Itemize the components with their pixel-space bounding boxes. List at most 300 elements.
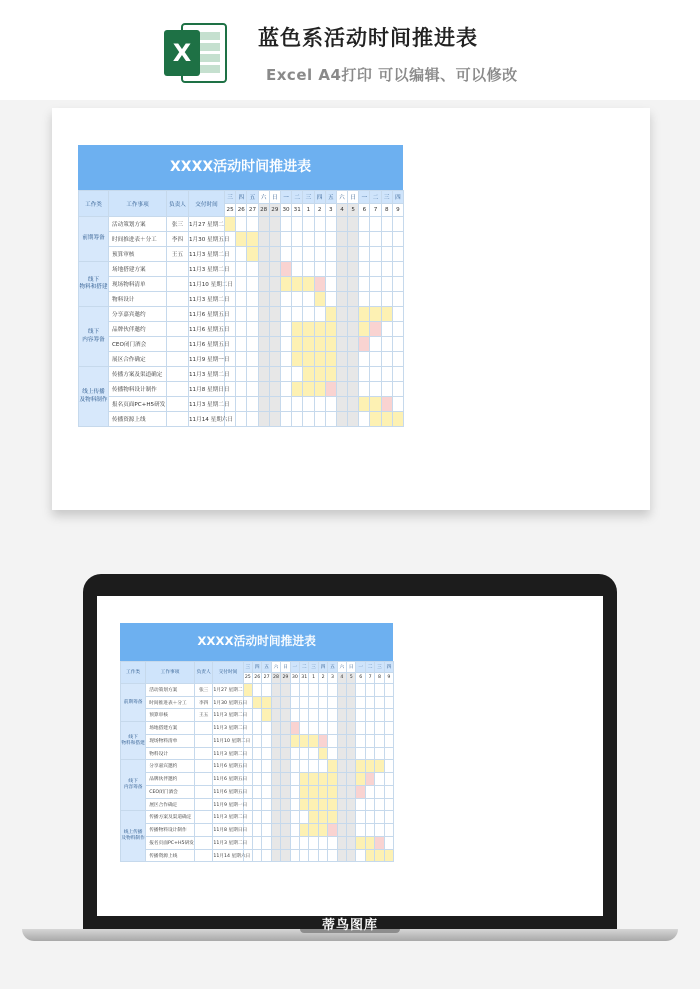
timeline-cell <box>247 262 258 277</box>
timeline-bar-cell <box>309 811 318 824</box>
timeline-cell <box>236 382 247 397</box>
task-name: CEO闭门酒会 <box>146 785 195 798</box>
task-name: 分享嘉宾邀约 <box>146 760 195 773</box>
schedule-table <box>120 661 394 863</box>
task-due-date: 1月27 星期二 <box>213 683 243 696</box>
table-row <box>79 307 404 322</box>
timeline-cell <box>381 247 392 262</box>
timeline-cell <box>336 382 347 397</box>
timeline-cell <box>370 337 381 352</box>
timeline-bar-cell <box>328 773 337 786</box>
timeline-cell <box>381 367 392 382</box>
task-due-date: 11月10 星期二日 <box>189 277 225 292</box>
timeline-cell <box>247 217 258 232</box>
timeline-cell <box>381 352 392 367</box>
timeline-cell <box>347 734 356 747</box>
task-owner <box>194 785 212 798</box>
date-header: 9 <box>392 204 403 217</box>
column-header: 工作事项 <box>109 191 167 217</box>
timeline-cell <box>348 262 359 277</box>
timeline-cell <box>281 849 290 862</box>
date-header: 1 <box>309 672 318 683</box>
timeline-cell <box>280 307 291 322</box>
task-name: 预算审核 <box>109 247 167 262</box>
task-owner <box>167 367 189 382</box>
timeline-cell <box>236 367 247 382</box>
timeline-cell <box>384 722 393 735</box>
timeline-cell <box>336 262 347 277</box>
task-owner <box>167 397 189 412</box>
timeline-cell <box>314 412 325 427</box>
schedule-table <box>78 190 404 427</box>
timeline-bar-cell <box>356 785 365 798</box>
timeline-cell <box>384 734 393 747</box>
task-due-date: 11月8 星期日日 <box>189 382 225 397</box>
timeline-bar-cell <box>314 292 325 307</box>
timeline-bar-cell <box>292 337 303 352</box>
date-header: 8 <box>381 204 392 217</box>
timeline-cell <box>262 849 271 862</box>
timeline-bar-cell <box>236 232 247 247</box>
weekday-header: 六 <box>337 661 346 672</box>
date-header: 26 <box>253 672 262 683</box>
timeline-bar-cell <box>365 836 374 849</box>
timeline-cell <box>262 683 271 696</box>
timeline-bar-cell <box>359 397 370 412</box>
timeline-bar-cell <box>225 217 236 232</box>
task-name: 活动策划方案 <box>109 217 167 232</box>
watermark-brand: 蒂鸟图库 <box>321 918 378 933</box>
timeline-bar-cell <box>309 734 318 747</box>
weekday-header: 一 <box>356 661 365 672</box>
task-owner <box>194 849 212 862</box>
task-name: 预算审核 <box>146 709 195 722</box>
table-row <box>79 277 404 292</box>
timeline-cell <box>337 696 346 709</box>
task-due-date: 11月6 星期五日 <box>189 322 225 337</box>
weekday-header: 四 <box>392 191 403 204</box>
timeline-cell <box>328 722 337 735</box>
timeline-cell <box>303 292 314 307</box>
task-name: 传播物料设计制作 <box>146 824 195 837</box>
timeline-bar-cell <box>243 683 252 696</box>
timeline-cell <box>236 307 247 322</box>
weekday-header: 三 <box>309 661 318 672</box>
timeline-cell <box>303 307 314 322</box>
date-header: 4 <box>337 672 346 683</box>
timeline-cell <box>281 747 290 760</box>
timeline-bar-cell <box>318 734 327 747</box>
timeline-cell <box>271 773 280 786</box>
timeline-cell <box>337 798 346 811</box>
timeline-cell <box>300 760 309 773</box>
timeline-cell <box>290 760 299 773</box>
timeline-cell <box>271 811 280 824</box>
timeline-bar-cell <box>247 232 258 247</box>
timeline-cell <box>281 836 290 849</box>
timeline-cell <box>375 785 384 798</box>
date-header: 28 <box>271 672 280 683</box>
timeline-bar-cell <box>303 382 314 397</box>
date-header: 8 <box>375 672 384 683</box>
timeline-cell <box>269 262 280 277</box>
timeline-cell <box>356 683 365 696</box>
timeline-cell <box>384 824 393 837</box>
timeline-cell <box>253 798 262 811</box>
timeline-cell <box>381 217 392 232</box>
table-row <box>79 412 404 427</box>
timeline-cell <box>253 785 262 798</box>
timeline-bar-cell <box>381 397 392 412</box>
timeline-cell <box>318 683 327 696</box>
timeline-cell <box>236 397 247 412</box>
timeline-cell <box>359 247 370 262</box>
timeline-cell <box>348 322 359 337</box>
timeline-cell <box>262 747 271 760</box>
timeline-cell <box>384 811 393 824</box>
timeline-cell <box>381 322 392 337</box>
svg-text:X: X <box>172 39 192 67</box>
timeline-cell <box>309 760 318 773</box>
timeline-cell <box>381 277 392 292</box>
table-row <box>121 798 394 811</box>
timeline-cell <box>292 262 303 277</box>
timeline-cell <box>280 247 291 262</box>
timeline-cell <box>392 352 403 367</box>
timeline-cell <box>370 367 381 382</box>
task-due-date: 11月3 星期二日 <box>189 292 225 307</box>
timeline-bar-cell <box>309 798 318 811</box>
timeline-cell <box>347 696 356 709</box>
timeline-bar-cell <box>303 367 314 382</box>
timeline-cell <box>337 683 346 696</box>
timeline-cell <box>314 232 325 247</box>
timeline-cell <box>392 247 403 262</box>
timeline-cell <box>375 709 384 722</box>
task-owner <box>167 277 189 292</box>
date-header: 25 <box>225 204 236 217</box>
timeline-cell <box>325 277 336 292</box>
timeline-cell <box>253 683 262 696</box>
timeline-cell <box>247 367 258 382</box>
task-owner <box>167 382 189 397</box>
date-header: 27 <box>262 672 271 683</box>
table-row <box>79 397 404 412</box>
timeline-bar-cell <box>325 382 336 397</box>
timeline-cell <box>384 709 393 722</box>
weekday-header: 五 <box>325 191 336 204</box>
table-row <box>121 709 394 722</box>
timeline-cell <box>348 412 359 427</box>
table-row <box>121 773 394 786</box>
timeline-cell <box>359 217 370 232</box>
timeline-cell <box>375 773 384 786</box>
timeline-cell <box>381 382 392 397</box>
timeline-bar-cell <box>262 709 271 722</box>
timeline-cell <box>309 696 318 709</box>
weekday-header: 五 <box>247 191 258 204</box>
task-due-date: 11月3 星期二日 <box>213 747 243 760</box>
task-due-date: 11月14 星期六日 <box>189 412 225 427</box>
task-name: 时间推进表＋分工 <box>146 696 195 709</box>
date-header: 29 <box>269 204 280 217</box>
weekday-header: 二 <box>300 661 309 672</box>
weekday-header: 五 <box>262 661 271 672</box>
timeline-cell <box>258 352 269 367</box>
table-row <box>121 696 394 709</box>
timeline-cell <box>348 367 359 382</box>
table-row <box>79 217 404 232</box>
timeline-cell <box>336 232 347 247</box>
timeline-cell <box>347 836 356 849</box>
timeline-cell <box>253 734 262 747</box>
timeline-cell <box>262 824 271 837</box>
date-header: 30 <box>280 204 291 217</box>
timeline-cell <box>359 382 370 397</box>
timeline-cell <box>325 262 336 277</box>
timeline-cell <box>318 709 327 722</box>
weekday-header: 六 <box>258 191 269 204</box>
timeline-bar-cell <box>303 277 314 292</box>
task-name: 报名页面PC+H5研发 <box>109 397 167 412</box>
timeline-cell <box>236 322 247 337</box>
timeline-bar-cell <box>325 322 336 337</box>
timeline-cell <box>314 397 325 412</box>
timeline-cell <box>271 747 280 760</box>
timeline-cell <box>281 785 290 798</box>
date-header: 3 <box>325 204 336 217</box>
work-category: 线下 内容筹备 <box>79 307 109 367</box>
timeline-cell <box>281 696 290 709</box>
timeline-cell <box>281 798 290 811</box>
task-due-date: 11月6 星期五日 <box>213 773 243 786</box>
timeline-bar-cell <box>314 352 325 367</box>
weekday-header: 三 <box>375 661 384 672</box>
header-row <box>121 661 394 672</box>
timeline-cell <box>258 337 269 352</box>
timeline-bar-cell <box>375 836 384 849</box>
task-due-date: 1月30 星期五日 <box>189 232 225 247</box>
task-owner <box>167 412 189 427</box>
task-due-date: 11月14 星期六日 <box>213 849 243 862</box>
weekday-header: 四 <box>236 191 247 204</box>
timeline-bar-cell <box>318 747 327 760</box>
timeline-cell <box>253 811 262 824</box>
timeline-cell <box>292 397 303 412</box>
task-owner: 王五 <box>167 247 189 262</box>
column-header: 交付时间 <box>189 191 225 217</box>
timeline-cell <box>375 747 384 760</box>
timeline-bar-cell <box>309 773 318 786</box>
timeline-cell <box>348 352 359 367</box>
weekday-header: 一 <box>280 191 291 204</box>
table-row <box>79 322 404 337</box>
date-header: 27 <box>247 204 258 217</box>
timeline-cell <box>328 709 337 722</box>
timeline-cell <box>336 352 347 367</box>
timeline-bar-cell <box>370 412 381 427</box>
timeline-cell <box>309 709 318 722</box>
timeline-cell <box>271 709 280 722</box>
timeline-cell <box>269 367 280 382</box>
task-owner <box>194 811 212 824</box>
timeline-cell <box>356 709 365 722</box>
timeline-cell <box>318 696 327 709</box>
task-due-date: 11月8 星期日日 <box>213 824 243 837</box>
timeline-cell <box>253 747 262 760</box>
task-owner: 王五 <box>194 709 212 722</box>
timeline-cell <box>247 382 258 397</box>
timeline-cell <box>384 836 393 849</box>
task-due-date: 11月10 星期二日 <box>213 734 243 747</box>
timeline-cell <box>269 232 280 247</box>
task-due-date: 11月3 星期二日 <box>189 247 225 262</box>
task-name: 品牌伙伴邀约 <box>109 322 167 337</box>
timeline-cell <box>253 836 262 849</box>
timeline-cell <box>365 709 374 722</box>
timeline-cell <box>365 785 374 798</box>
timeline-bar-cell <box>328 785 337 798</box>
timeline-cell <box>253 773 262 786</box>
timeline-cell <box>292 292 303 307</box>
timeline-cell <box>309 722 318 735</box>
date-header: 25 <box>243 672 252 683</box>
timeline-cell <box>347 760 356 773</box>
table-row <box>121 811 394 824</box>
timeline-cell <box>370 262 381 277</box>
timeline-cell <box>271 722 280 735</box>
timeline-cell <box>280 412 291 427</box>
timeline-bar-cell <box>303 352 314 367</box>
timeline-cell <box>356 734 365 747</box>
timeline-cell <box>309 747 318 760</box>
timeline-cell <box>269 382 280 397</box>
timeline-bar-cell <box>314 337 325 352</box>
timeline-cell <box>280 397 291 412</box>
task-owner: 张三 <box>167 217 189 232</box>
timeline-cell <box>392 397 403 412</box>
timeline-cell <box>356 849 365 862</box>
timeline-bar-cell <box>318 798 327 811</box>
timeline-cell <box>247 352 258 367</box>
timeline-cell <box>300 722 309 735</box>
date-header: 5 <box>347 672 356 683</box>
timeline-cell <box>262 798 271 811</box>
timeline-cell <box>370 247 381 262</box>
timeline-bar-cell <box>356 836 365 849</box>
timeline-bar-cell <box>314 277 325 292</box>
table-row <box>79 232 404 247</box>
task-name: 现场物料清单 <box>109 277 167 292</box>
timeline-cell <box>303 247 314 262</box>
table-row <box>121 836 394 849</box>
timeline-cell <box>271 798 280 811</box>
timeline-cell <box>384 798 393 811</box>
timeline-cell <box>384 747 393 760</box>
timeline-cell <box>253 824 262 837</box>
timeline-cell <box>318 836 327 849</box>
table-row <box>79 367 404 382</box>
header-row <box>79 191 404 204</box>
timeline-cell <box>392 232 403 247</box>
task-owner <box>194 722 212 735</box>
weekday-header: 三 <box>303 191 314 204</box>
timeline-cell <box>365 798 374 811</box>
timeline-cell <box>280 232 291 247</box>
timeline-cell <box>258 397 269 412</box>
timeline-cell <box>236 277 247 292</box>
timeline-cell <box>336 217 347 232</box>
timeline-cell <box>269 322 280 337</box>
task-name: 品牌伙伴邀约 <box>146 773 195 786</box>
timeline-cell <box>337 722 346 735</box>
task-due-date: 11月3 星期二日 <box>189 262 225 277</box>
column-header: 工作类 <box>121 661 146 683</box>
weekday-header: 一 <box>290 661 299 672</box>
timeline-cell <box>300 836 309 849</box>
timeline-bar-cell <box>325 307 336 322</box>
timeline-cell <box>337 709 346 722</box>
sheet-title: XXXX活动时间推进表 <box>120 623 393 661</box>
weekday-header: 六 <box>336 191 347 204</box>
task-name: 物料设计 <box>109 292 167 307</box>
table-row <box>79 247 404 262</box>
timeline-cell <box>392 322 403 337</box>
timeline-cell <box>280 322 291 337</box>
timeline-cell <box>356 798 365 811</box>
date-header: 2 <box>318 672 327 683</box>
task-name: CEO闭门酒会 <box>109 337 167 352</box>
table-row <box>79 382 404 397</box>
timeline-cell <box>314 262 325 277</box>
timeline-cell <box>337 849 346 862</box>
timeline-bar-cell <box>381 307 392 322</box>
timeline-cell <box>328 836 337 849</box>
timeline-bar-cell <box>300 824 309 837</box>
task-name: 报名页面PC+H5研发 <box>146 836 195 849</box>
timeline-cell <box>290 696 299 709</box>
weekday-header: 日 <box>348 191 359 204</box>
timeline-cell <box>290 747 299 760</box>
timeline-cell <box>370 217 381 232</box>
timeline-cell <box>328 849 337 862</box>
timeline-cell <box>269 412 280 427</box>
timeline-cell <box>271 760 280 773</box>
timeline-cell <box>290 836 299 849</box>
timeline-cell <box>258 292 269 307</box>
timeline-bar-cell <box>359 337 370 352</box>
timeline-bar-cell <box>375 760 384 773</box>
timeline-cell <box>262 734 271 747</box>
timeline-bar-cell <box>328 760 337 773</box>
timeline-cell <box>336 412 347 427</box>
timeline-cell <box>359 277 370 292</box>
task-owner <box>167 337 189 352</box>
table-row <box>121 785 394 798</box>
weekday-header: 一 <box>359 191 370 204</box>
timeline-bar-cell <box>381 412 392 427</box>
timeline-cell <box>300 709 309 722</box>
timeline-cell <box>269 277 280 292</box>
timeline-cell <box>281 734 290 747</box>
task-due-date: 11月9 星期一日 <box>189 352 225 367</box>
table-row <box>121 683 394 696</box>
timeline-cell <box>318 849 327 862</box>
timeline-cell <box>281 760 290 773</box>
work-category: 前期筹备 <box>121 683 146 721</box>
timeline-cell <box>365 811 374 824</box>
timeline-bar-cell <box>365 760 374 773</box>
